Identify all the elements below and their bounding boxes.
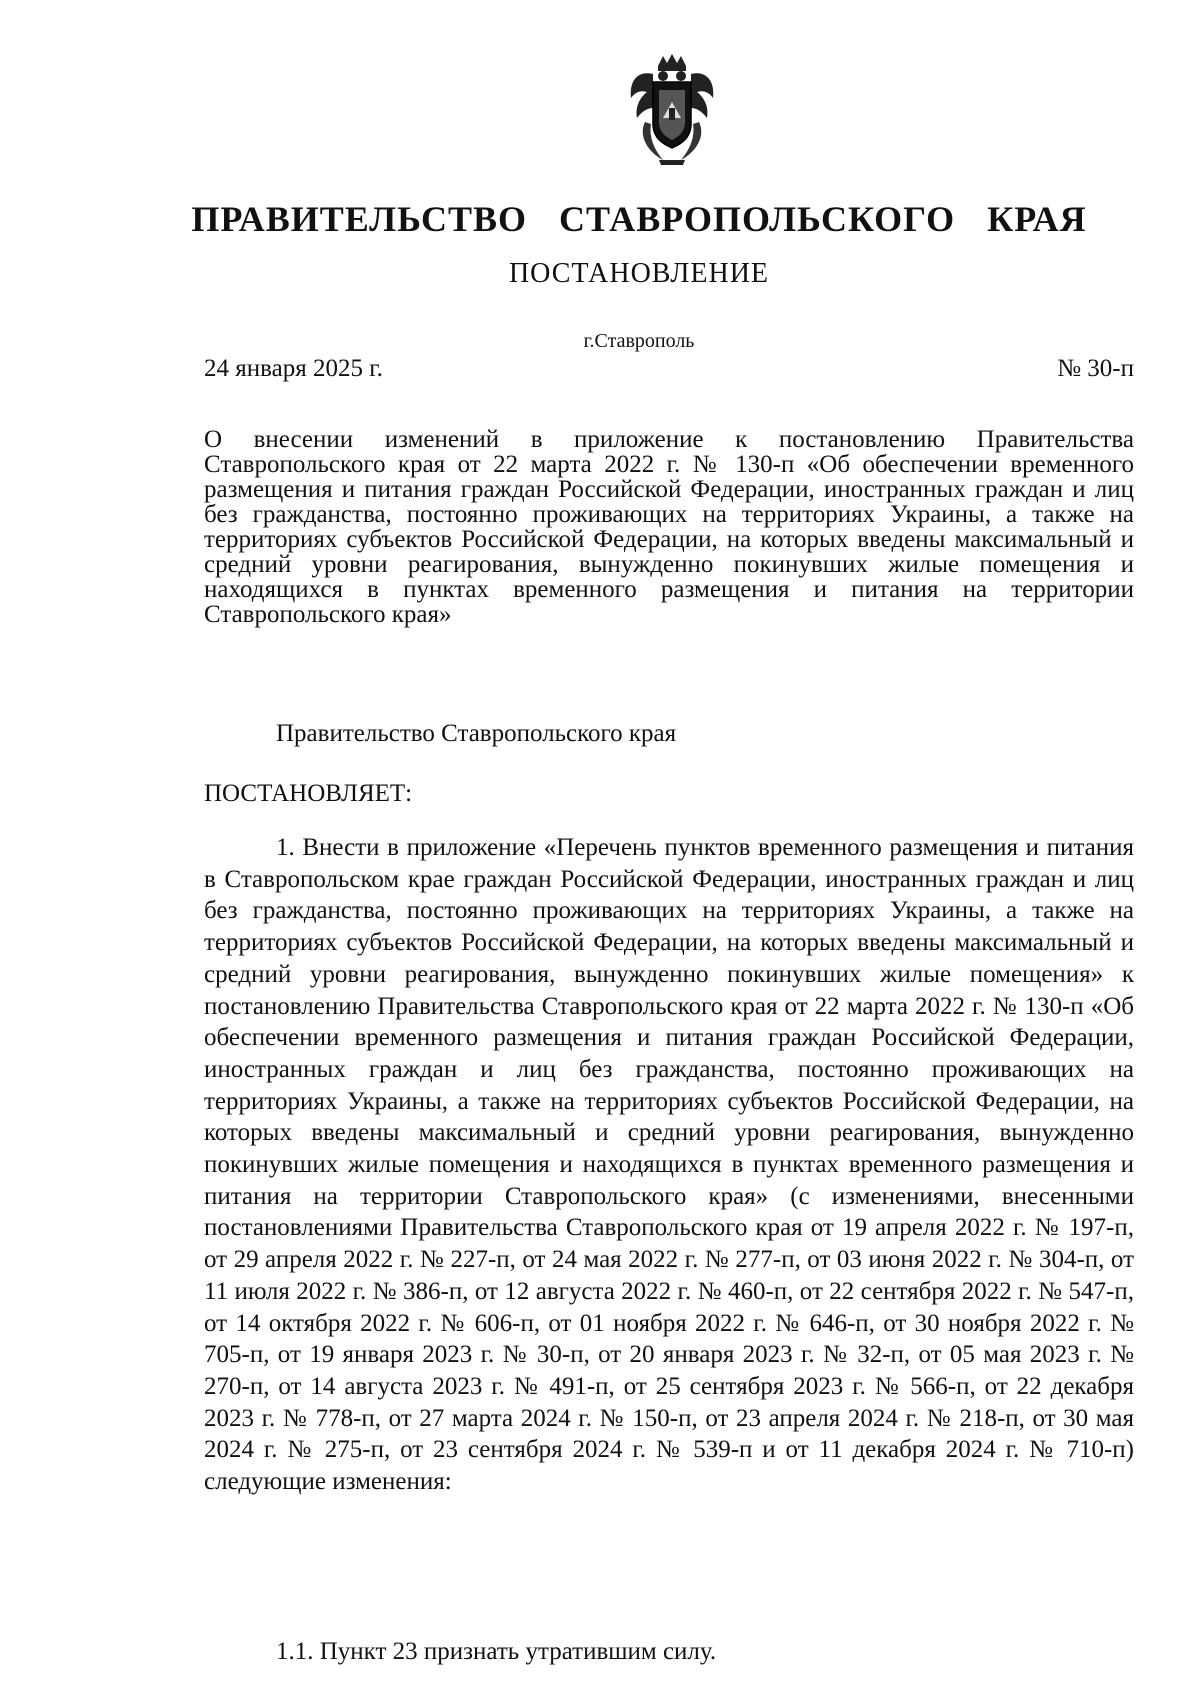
- document-number: № 30-п: [1057, 355, 1134, 382]
- paragraph-1-1: 1.1. Пункт 23 признать утратившим силу.: [276, 1638, 717, 1665]
- city: г.Ставрополь: [583, 330, 695, 352]
- resolves-heading: ПОСТАНОВЛЯЕТ:: [204, 780, 413, 807]
- paragraph-1: 1. Внести в приложение «Перечень пунктов временного размещения и питания в Ставропольском крае граждан Российской Федерации, иностранных граждан и лиц без гражданства, постоянно проживающих на территориях Украины, а также на территориях субъектов Российской Федерации, на которых введены максимальный и средний уровни реагирования, вынужденно покинувших жилые помещения» к постановлению Правительства Ставропольского края от 22 марта 2022 г. № 130-п «Об обеспечении временного размещения и питания граждан Российской Федерации, иностранных граждан и лиц без гражданства, постоянно проживающих на территориях Украины, а также на территориях субъектов Российской Федерации, на которых введены максимальный и средний уровни реагирования, вынужденно покинувших жилые помещения и находящихся в пунктах временного размещения и питания на территории Ставропольского края» (с изменениями, внесенными постановлениями Правительства Ставропольского края от 19 апреля 2022 г. № 197-п, от 29 апреля 2022 г. № 227-п, от 24 мая 2022 г. № 277-п, от 03 июня 2022 г. № 304-п, от 11 июля 2022 г. № 386-п, от 12 августа 2022 г. № 460-п, от 22 сентября 2022 г. № 547-п, от 14 октября 2022 г. № 606-п, от 01 ноября 2022 г. № 646-п, от 30 ноября 2022 г. № 705-п, от 19 января 2023 г. № 30-п, от 20 января 2023 г. № 32-п, от 05 мая 2023 г. № 270-п, от 14 августа 2023 г. № 491-п, от 25 сентября 2023 г. № 566-п, от 22 декабря 2023 г. № 778-п, от 27 марта 2024 г. № 150-п, от 23 апреля 2024 г. № 218-п, от 30 мая 2024 г. № 275-п, от 23 сентября 2024 г. № 539-п и от 11 декабря 2024 г. № 710-п) следующие изменения:: [204, 834, 1134, 1496]
- document-type: ПОСТАНОВЛЕНИЕ: [508, 258, 770, 289]
- document-subject: О внесении изменений в приложение к постановлению Правительства Ставропольского края от 22 марта 2022 г. № 130-п «Об обеспечении временного размещения и питания граждан Российской Федерации, иностранных граждан и лиц без гражданства, постоянно проживающих на территориях Украины, а также на территориях субъектов Российской Федерации, на которых введены максимальный и средний уровни реагирования, вынужденно покинувших жилые помещения и находящихся в пунктах временного размещения и питания на территории Ставропольского края»: [204, 426, 1134, 628]
- government-line: Правительство Ставропольского края: [276, 720, 677, 747]
- document-date: 24 января 2025 г.: [204, 355, 383, 382]
- coat-of-arms-icon: [623, 52, 721, 167]
- government-title: ПРАВИТЕЛЬСТВО СТАВРОПОЛЬСКОГО КРАЯ: [191, 199, 1087, 239]
